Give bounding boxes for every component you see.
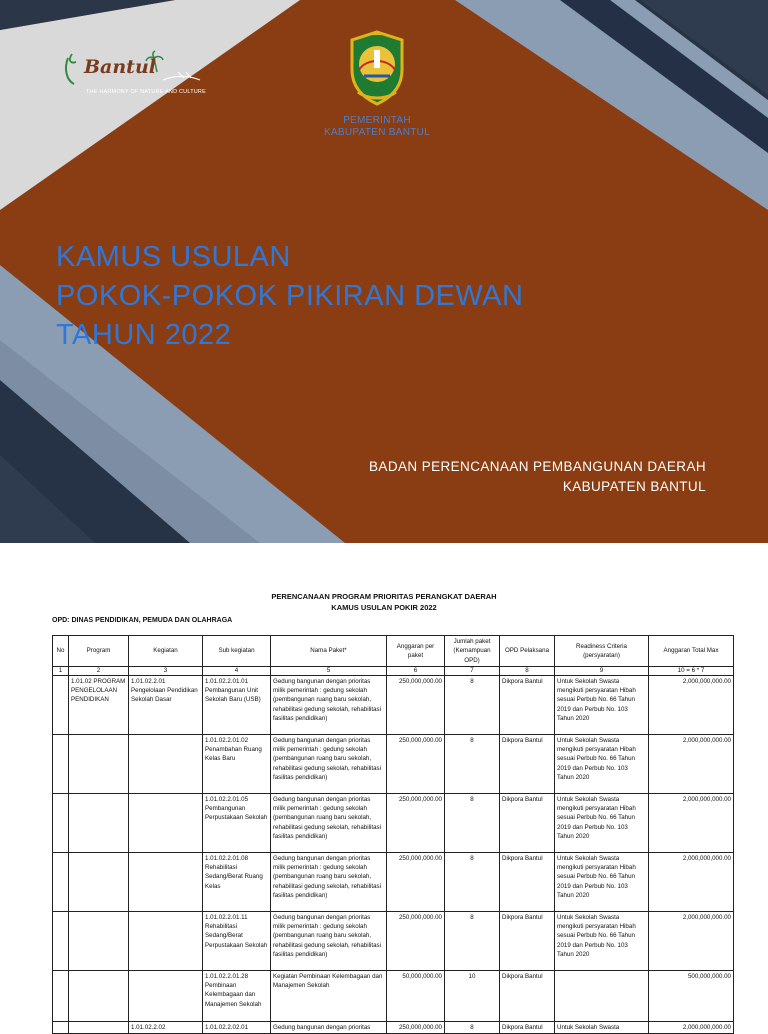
cover-title-line-2: POKOK-POKOK PIKIRAN DEWAN <box>56 280 524 312</box>
table-row <box>53 735 734 794</box>
cell-opd: Dikpora Bantul <box>500 794 555 853</box>
table-header-row <box>53 636 734 667</box>
logo-tagline: THE HARMONY OF NATURE AND CULTURE <box>86 89 206 95</box>
cell-opd: Dikpora Bantul <box>500 912 555 971</box>
cell-no <box>53 853 69 912</box>
cell-no <box>53 1022 69 1034</box>
cover-title <box>56 238 523 355</box>
cell-sub-kegiatan: 1.01.02.2.01.08 Rehabilitasi Sedang/Berat Ruang Kelas <box>203 853 271 912</box>
col-header: Nama Paket* <box>271 636 387 667</box>
table-row <box>53 676 734 735</box>
cell-opd: Dikpora Bantul <box>500 971 555 1022</box>
cell-jumlah: 8 <box>445 1022 500 1034</box>
cell-jumlah: 8 <box>445 853 500 912</box>
cell-jumlah: 8 <box>445 912 500 971</box>
cell-readiness: Untuk Sekolah Swasta <box>555 1022 649 1034</box>
cell-anggaran: 250,000,000.00 <box>387 912 445 971</box>
cell-anggaran: 250,000,000.00 <box>387 676 445 735</box>
cell-nama-paket: Gedung bangunan dengan prioritas milik pemerintah : gedung sekolah (pembangunan ruang baru sekolah, rehabilitasi gedung sekolah, rehabilitasi fasilitas pendidikan) <box>271 912 387 971</box>
cell-nama-paket: Gedung bangunan dengan prioritas milik pemerintah : gedung sekolah (pembangunan ruang baru sekolah, rehabilitasi gedung sekolah, rehabilitasi fasilitas pendidikan) <box>271 735 387 794</box>
cell-nama-paket: Gedung bangunan dengan prioritas <box>271 1022 387 1034</box>
cell-readiness: Untuk Sekolah Swasta mengikuti persyaratan Hibah sesuai Perbub No. 66 Tahun 2019 dan Perbub No. 103 Tahun 2020 <box>555 735 649 794</box>
column-number-row <box>53 667 734 676</box>
col-header: OPD Pelaksana <box>500 636 555 667</box>
cell-jumlah: 8 <box>445 735 500 794</box>
agency-line-1: BADAN PERENCANAAN PEMBANGUNAN DAERAH <box>369 459 706 474</box>
cell-anggaran: 250,000,000.00 <box>387 794 445 853</box>
cell-total: 2,000,000,000.00 <box>649 853 734 912</box>
cell-anggaran: 250,000,000.00 <box>387 1022 445 1034</box>
cover-title-line-3: TAHUN 2022 <box>56 319 232 351</box>
col-number: 6 <box>387 667 445 676</box>
cell-total: 2,000,000,000.00 <box>649 676 734 735</box>
col-header: Sub kegiatan <box>203 636 271 667</box>
cell-anggaran: 50,000,000.00 <box>387 971 445 1022</box>
cell-readiness: Untuk Sekolah Swasta mengikuti persyaratan Hibah sesuai Perbub No. 66 Tahun 2019 dan Perbub No. 103 Tahun 2020 <box>555 912 649 971</box>
col-number: 5 <box>271 667 387 676</box>
cell-nama-paket: Gedung bangunan dengan prioritas milik pemerintah : gedung sekolah (pembangunan ruang baru sekolah, rehabilitasi gedung sekolah, rehabilitasi fasilitas pendidikan) <box>271 853 387 912</box>
col-number: 4 <box>203 667 271 676</box>
cell-program <box>69 853 129 912</box>
table-row <box>53 794 734 853</box>
cell-no <box>53 971 69 1022</box>
col-number: 8 <box>500 667 555 676</box>
cell-opd: Dikpora Bantul <box>500 853 555 912</box>
cell-jumlah: 10 <box>445 971 500 1022</box>
cell-total: 2,000,000,000.00 <box>649 1022 734 1034</box>
col-header: Readiness Criteria (persyaratan) <box>555 636 649 667</box>
document-title-line-2: KAMUS USULAN POKIR 2022 <box>331 603 437 612</box>
cell-program <box>69 971 129 1022</box>
document-title-line-1: PERENCANAAN PROGRAM PRIORITAS PERANGKAT DAERAH <box>271 592 497 601</box>
cell-jumlah: 8 <box>445 794 500 853</box>
cell-opd: Dikpora Bantul <box>500 1022 555 1034</box>
col-number: 2 <box>69 667 129 676</box>
cell-kegiatan: 1.01.02.2.01 Pengelolaan Pendidikan Sekolah Dasar <box>129 676 203 735</box>
table-row <box>53 1022 734 1034</box>
cell-nama-paket: Kegiatan Pembinaan Kelembagaan dan Manajemen Sekolah <box>271 971 387 1022</box>
col-header: Jumlah paket (Kemampuan OPD) <box>445 636 500 667</box>
cell-kegiatan <box>129 794 203 853</box>
cell-kegiatan <box>129 912 203 971</box>
cell-total: 2,000,000,000.00 <box>649 735 734 794</box>
cell-program <box>69 912 129 971</box>
cell-anggaran: 250,000,000.00 <box>387 853 445 912</box>
cell-no <box>53 676 69 735</box>
agency-line-2: KABUPATEN BANTUL <box>562 479 706 494</box>
cell-sub-kegiatan: 1.01.02.2.01.01 Pembangunan Unit Sekolah Baru (USB) <box>203 676 271 735</box>
agency-name <box>369 457 706 497</box>
cell-opd: Dikpora Bantul <box>500 676 555 735</box>
cell-readiness <box>555 971 649 1022</box>
cell-readiness: Untuk Sekolah Swasta mengikuti persyaratan Hibah sesuai Perbub No. 66 Tahun 2019 dan Perbub No. 103 Tahun 2020 <box>555 853 649 912</box>
cell-opd: Dikpora Bantul <box>500 735 555 794</box>
col-number: 9 <box>555 667 649 676</box>
cell-no <box>53 735 69 794</box>
cell-nama-paket: Gedung bangunan dengan prioritas milik pemerintah : gedung sekolah (pembangunan ruang baru sekolah, rehabilitasi gedung sekolah, rehabilitasi fasilitas pendidikan) <box>271 794 387 853</box>
table-row <box>53 971 734 1022</box>
cell-total: 2,000,000,000.00 <box>649 912 734 971</box>
cell-no <box>53 912 69 971</box>
cell-nama-paket: Gedung bangunan dengan prioritas milik pemerintah : gedung sekolah (pembangunan ruang baru sekolah, rehabilitasi gedung sekolah, rehabilitasi fasilitas pendidikan) <box>271 676 387 735</box>
col-number: 3 <box>129 667 203 676</box>
cell-program <box>69 1022 129 1034</box>
cell-sub-kegiatan: 1.01.02.2.01.28 Pembinaan Kelembagaan dan Manajemen Sekolah <box>203 971 271 1022</box>
cell-total: 500,000,000.00 <box>649 971 734 1022</box>
cell-sub-kegiatan: 1.01.02.2.01.11 Rehabilitasi Sedang/Berat Perpustakaan Sekolah <box>203 912 271 971</box>
document-page <box>0 543 768 1031</box>
pokir-table <box>52 635 734 1034</box>
table-row <box>53 912 734 971</box>
cell-program <box>69 735 129 794</box>
cell-sub-kegiatan: 1.01.02.2.02.01 <box>203 1022 271 1034</box>
cell-total: 2,000,000,000.00 <box>649 794 734 853</box>
gov-line-2: KABUPATEN BANTUL <box>323 127 431 138</box>
cell-kegiatan <box>129 971 203 1022</box>
cell-program: 1.01.02 PROGRAM PENGELOLAAN PENDIDIKAN <box>69 676 129 735</box>
col-header: Anggaran per paket <box>387 636 445 667</box>
cell-no <box>53 794 69 853</box>
logo-word: Bantul <box>84 56 156 78</box>
cell-kegiatan <box>129 735 203 794</box>
col-header: Program <box>69 636 129 667</box>
col-number: 10 = 6 * 7 <box>649 667 734 676</box>
cover-title-line-1: KAMUS USULAN <box>56 241 291 273</box>
col-header: Kegiatan <box>129 636 203 667</box>
col-header: Anggaran Total Max <box>649 636 734 667</box>
regency-emblem-icon <box>346 30 408 106</box>
cell-program <box>69 794 129 853</box>
cell-kegiatan: 1.01.02.2.02 <box>129 1022 203 1034</box>
cell-readiness: Untuk Sekolah Swasta mengikuti persyaratan Hibah sesuai Perbub No. 66 Tahun 2019 dan Perbub No. 103 Tahun 2020 <box>555 794 649 853</box>
cell-sub-kegiatan: 1.01.02.2.01.02 Penambahan Ruang Kelas Baru <box>203 735 271 794</box>
col-number: 7 <box>445 667 500 676</box>
table-row <box>53 853 734 912</box>
cell-sub-kegiatan: 1.01.02.2.01.05 Pembangunan Perpustakaan Sekolah <box>203 794 271 853</box>
cell-readiness: Untuk Sekolah Swasta mengikuti persyaratan Hibah sesuai Perbub No. 66 Tahun 2019 dan Perbub No. 103 Tahun 2020 <box>555 676 649 735</box>
col-header: No <box>53 636 69 667</box>
gov-line-1: PEMERINTAH <box>343 115 411 126</box>
cell-kegiatan <box>129 853 203 912</box>
opd-label: OPD: DINAS PENDIDIKAN, PEMUDA DAN OLAHRAGA <box>52 617 233 624</box>
cell-jumlah: 8 <box>445 676 500 735</box>
col-number: 1 <box>53 667 69 676</box>
cell-anggaran: 250,000,000.00 <box>387 735 445 794</box>
